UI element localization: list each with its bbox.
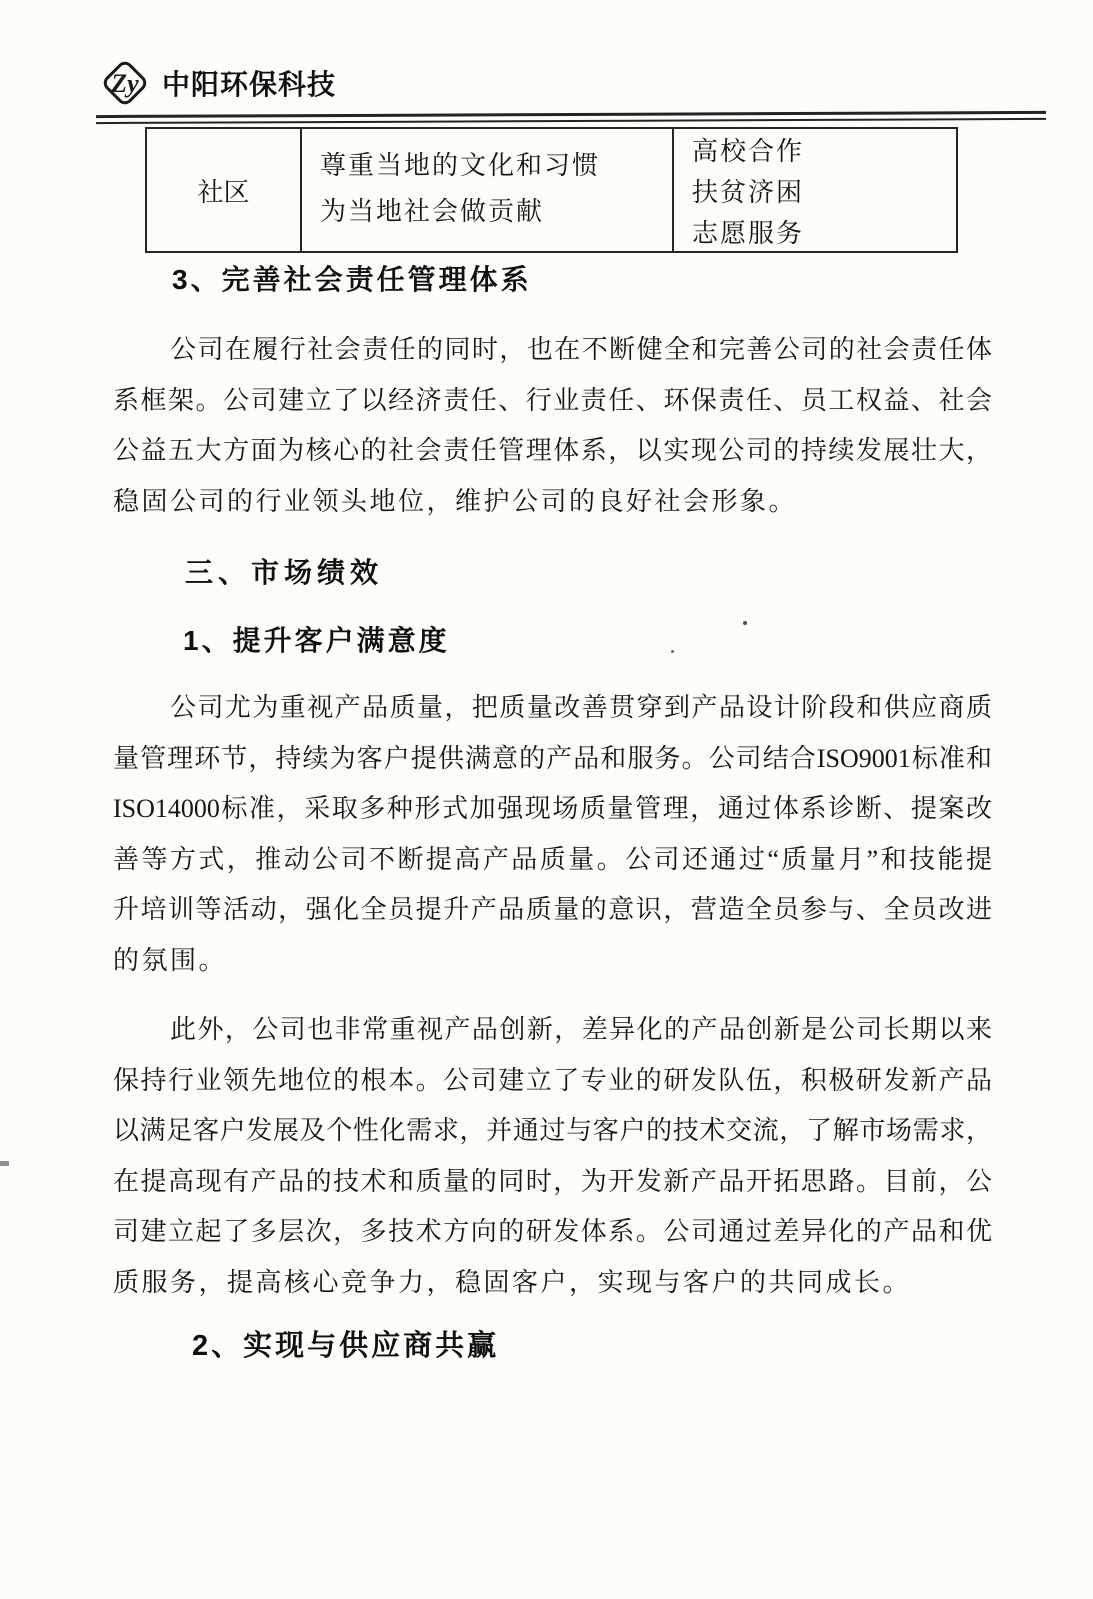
commitment-line: 为当地社会做贡献	[320, 197, 545, 226]
paragraph-line: 升培训等活动，强化全员提升产品质量的意识，营造全员参与、全员改进	[113, 895, 992, 924]
paragraph-line: 公益五大方面为核心的社会责任管理体系，以实现公司的持续发展壮大，	[113, 436, 992, 465]
paragraph-line: 公司在履行社会责任的同时，也在不断健全和完善公司的社会责任体	[170, 335, 992, 364]
commitment-line: 尊重当地的文化和习惯	[320, 151, 601, 180]
svg-text:Zy: Zy	[111, 69, 139, 98]
heading-supplier-winwin: 2、实现与供应商共赢	[192, 1330, 500, 1362]
header-divider-rule	[96, 111, 1046, 124]
paragraph-line: 公司尤为重视产品质量，把质量改善贯穿到产品设计阶段和供应商质	[170, 693, 992, 722]
heading-customer-satisfaction: 1、提升客户满意度	[183, 625, 450, 656]
table-cell-commitments	[302, 129, 674, 251]
paragraph-line: 的氛围。	[113, 945, 228, 975]
table-cell-category	[147, 129, 302, 251]
table-cell-actions	[674, 129, 956, 251]
paragraph-customer-satisfaction	[113, 683, 992, 986]
paragraph-csr-system	[113, 325, 992, 527]
scan-speck	[743, 621, 747, 625]
paragraph-line: 质服务，提高核心竞争力，稳固客户，实现与客户的共同成长。	[113, 1267, 912, 1297]
paragraph-line: 此外，公司也非常重视产品创新，差异化的产品创新是公司长期以来	[170, 1015, 992, 1044]
company-logo	[98, 56, 336, 110]
csr-table	[145, 127, 958, 253]
paragraph-line: 系框架。公司建立了以经济责任、行业责任、环保责任、员工权益、社会	[113, 385, 992, 415]
heading-csr-system: 3、完善社会责任管理体系	[172, 264, 532, 295]
heading-market-performance: 三、市场绩效	[185, 557, 384, 588]
paragraph-line: 保持行业领先地位的根本。公司建立了专业的研发队伍，积极研发新产品	[113, 1065, 992, 1095]
paragraph-product-innovation	[113, 1005, 992, 1308]
paragraph-line: 量管理环节，持续为客户提供满意的产品和服务。公司结合ISO9001标准和	[113, 743, 992, 773]
category-label: 社区	[197, 177, 250, 207]
scan-edge-mark	[0, 1161, 9, 1166]
action-line: 志愿服务	[692, 219, 805, 248]
zy-diamond-logo-icon	[98, 56, 152, 110]
paragraph-line: 善等方式，推动公司不断提高产品质量。公司还通过“质量月”和技能提	[113, 844, 992, 874]
paragraph-line: 稳固公司的行业领头地位，维护公司的良好社会形象。	[113, 486, 798, 516]
paragraph-line: 司建立起了多层次，多技术方向的研发体系。公司通过差异化的产品和优	[113, 1217, 992, 1246]
action-line: 高校合作	[692, 137, 805, 166]
action-line: 扶贫济困	[692, 178, 805, 207]
paragraph-line: 以满足客户发展及个性化需求，并通过与客户的技术交流，了解市场需求，	[113, 1116, 992, 1145]
paragraph-line: 在提高现有产品的技术和质量的同时，为开发新产品开拓思路。目前，公	[113, 1166, 992, 1196]
scan-speck	[671, 650, 674, 653]
company-name: 中阳环保科技	[162, 69, 337, 100]
paragraph-line: ISO14000标准，采取多种形式加强现场质量管理，通过体系诊断、提案改	[113, 794, 992, 823]
